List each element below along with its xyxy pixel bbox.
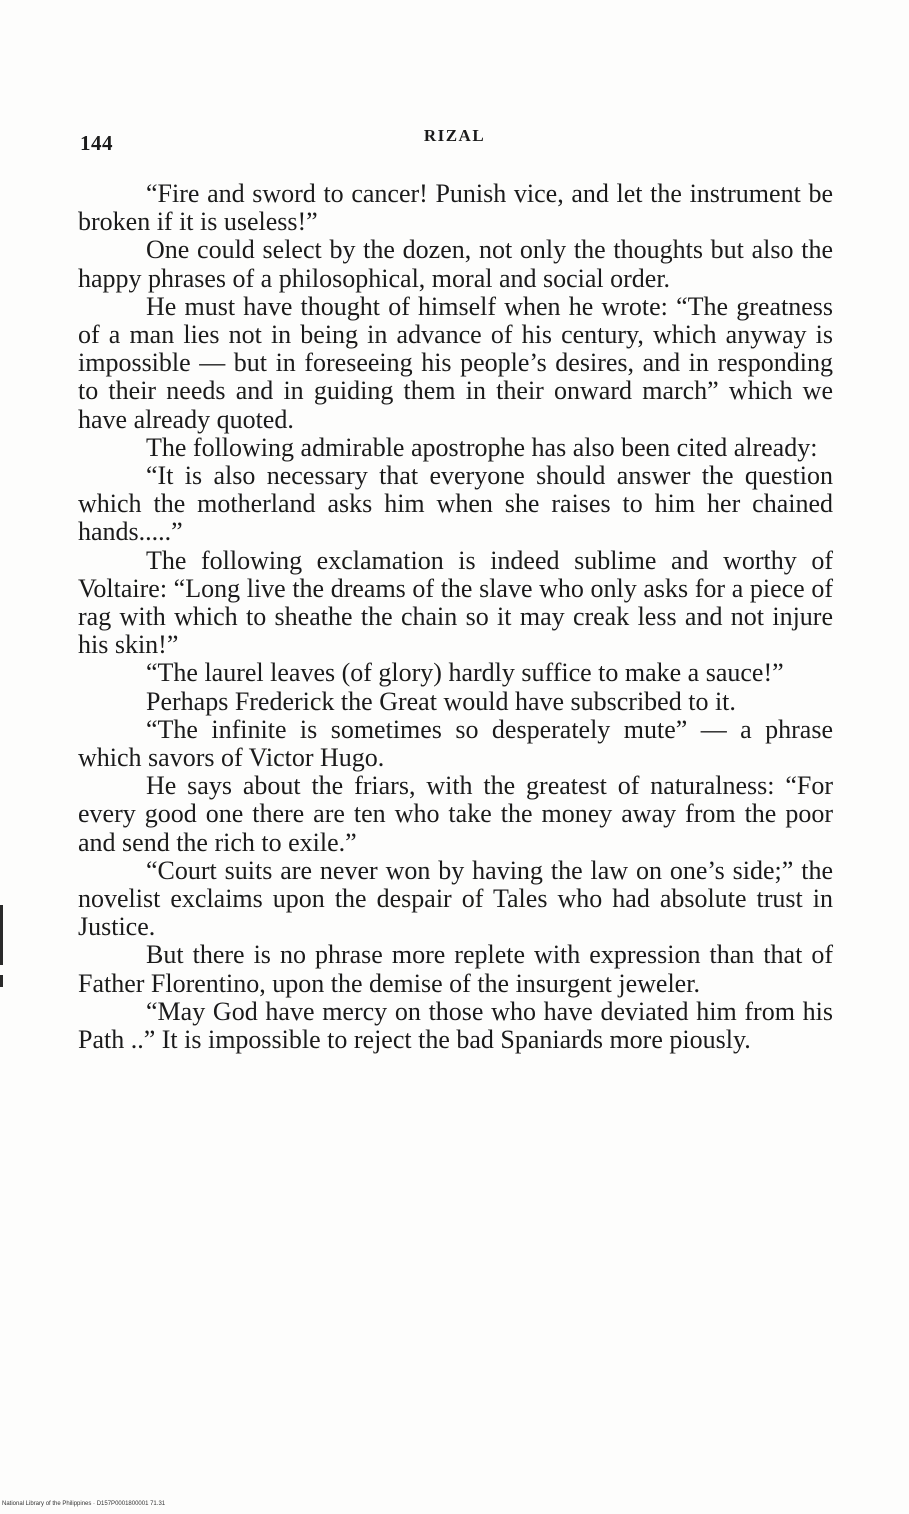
paragraph: “It is also necessary that everyone should answer the question which the motherland asks him when she raises to him her chained hands.....” [78,461,833,547]
paragraph: Perhaps Frederick the Great would have subscribed to it. [146,686,736,716]
running-title: RIZAL [423,126,486,145]
paragraph: “The laurel leaves (of glory) hardly suffice to make a sauce!” [146,658,784,688]
scan-edge-mark [0,975,3,987]
paragraph: He says about the friars, with the greatest of naturalness: “For every good one there are ten who take the money away from the poor and send the rich to exile.” [78,771,833,857]
page-number: 144 [80,131,113,155]
paragraph: But there is no phrase more replete with expression than that of Father Florentino, upon the demise of the insurgent jeweler. [78,940,833,998]
body-text [78,180,833,1054]
paragraph: “May God have mercy on those who have deviated him from his Path ..” It is impossible to reject the bad Spaniards more piously. [78,996,833,1055]
library-credit: National Library of the Philippines · D157P0001800001 71.31 [2,1501,166,1507]
scan-edge-mark [0,905,3,965]
paragraph: He must have thought of himself when he wrote: “The greatness of a man lies not in being in advance of his century, which anyway is impossible — but in foreseeing his people’s desires, and in responding to their needs and in guiding them in their onward march” which we have already quoted. [78,291,833,434]
paragraph: One could select by the dozen, not only the thoughts but also the happy phrases of a philosophical, moral and social order. [78,235,833,293]
paragraph: The following exclamation is indeed sublime and worthy of Voltaire: “Long live the dreams of the slave who only asks for a piece of rag with which to sheathe the chain so it may creak less and not injure his skin!” [78,545,833,660]
paragraph: The following admirable apostrophe has also been cited already: [146,432,818,462]
paragraph: “Fire and sword to cancer! Punish vice, and let the instrument be broken if it is useless!” [78,179,833,237]
paragraph: “Court suits are never won by having the law on one’s side;” the novelist exclaims upon the despair of Tales who had absolute trust in Justice. [78,855,833,942]
paragraph: “The infinite is sometimes so desperately mute” — a phrase which savors of Victor Hugo. [78,714,833,773]
